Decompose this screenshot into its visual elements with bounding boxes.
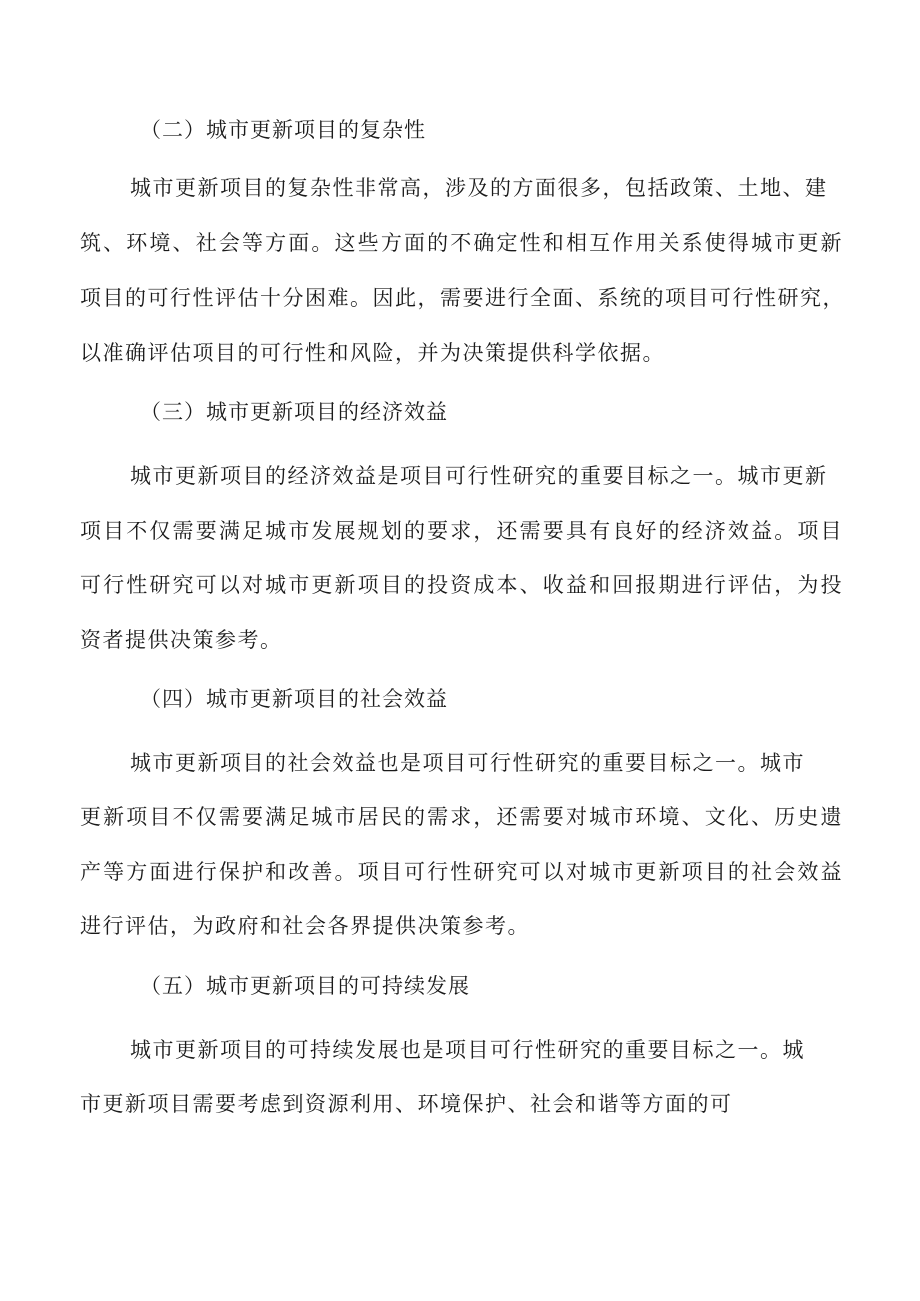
paragraph-line: 城市更新项目的经济效益是项目可行性研究的重要目标之一。城市更新 — [130, 464, 828, 488]
paragraph-line: 城市更新项目的社会效益也是项目可行性研究的重要目标之一。城市 — [130, 751, 805, 775]
section-heading-2: （二）城市更新项目的复杂性 — [140, 118, 426, 142]
paragraph-line: 进行评估，为政府和社会各界提供决策参考。 — [80, 914, 530, 938]
section-heading-3: （三）城市更新项目的经济效益 — [140, 400, 448, 424]
paragraph-line: 项目不仅需要满足城市发展规划的要求，还需要具有良好的经济效益。项目 — [80, 519, 843, 543]
paragraph-line: 更新项目不仅需要满足城市居民的需求，还需要对城市环境、文化、历史遗 — [80, 805, 843, 829]
section-heading-5: （五）城市更新项目的可持续发展 — [140, 974, 470, 998]
paragraph-line: 以准确评估项目的可行性和风险，并为决策提供科学依据。 — [80, 341, 665, 365]
paragraph-line: 可行性研究可以对城市更新项目的投资成本、收益和回报期进行评估，为投 — [80, 573, 843, 597]
paragraph-line: 产等方面进行保护和改善。项目可行性研究可以对城市更新项目的社会效益 — [80, 860, 843, 884]
paragraph-line: 城市更新项目的复杂性非常高，涉及的方面很多，包括政策、土地、建 — [130, 176, 828, 200]
paragraph-line: 筑、环境、社会等方面。这些方面的不确定性和相互作用关系使得城市更新 — [80, 231, 843, 255]
paragraph-line: 城市更新项目的可持续发展也是项目可行性研究的重要目标之一。城 — [130, 1038, 805, 1062]
paragraph-line: 资者提供决策参考。 — [80, 628, 283, 652]
section-heading-4: （四）城市更新项目的社会效益 — [140, 687, 448, 711]
paragraph-line: 市更新项目需要考虑到资源利用、环境保护、社会和谐等方面的可 — [80, 1092, 733, 1116]
paragraph-line: 项目的可行性评估十分困难。因此，需要进行全面、系统的项目可行性研究， — [80, 286, 845, 310]
